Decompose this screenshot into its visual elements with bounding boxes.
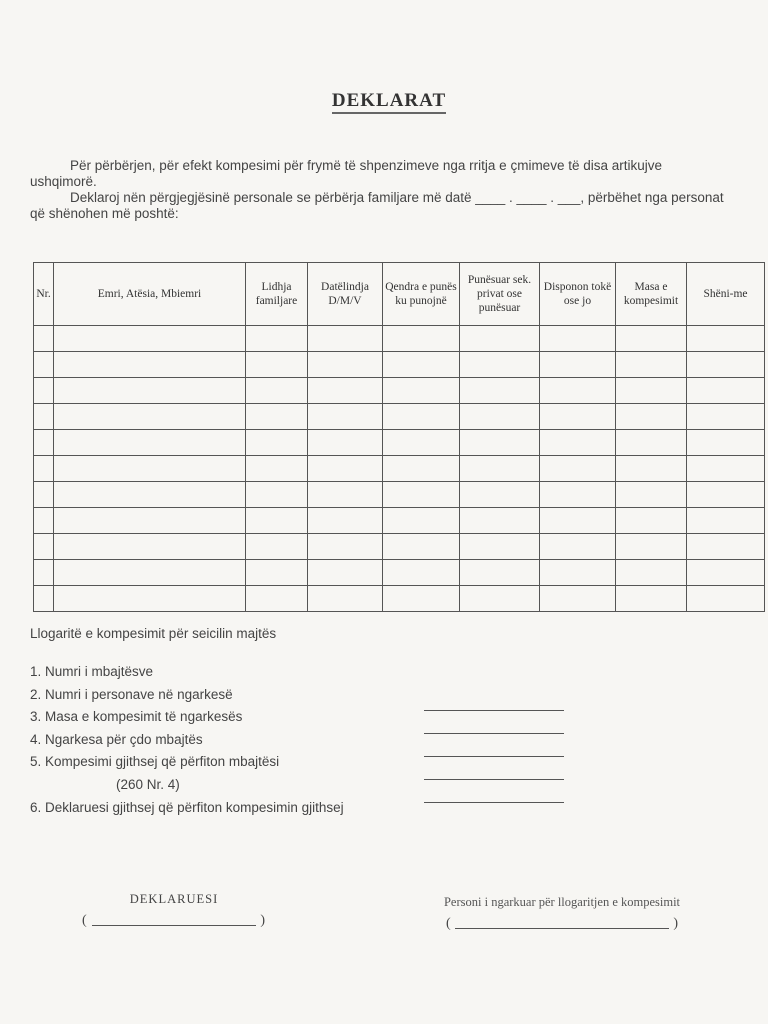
table-cell[interactable] — [687, 586, 765, 612]
header-name: Emri, Atësia, Mbiemri — [54, 263, 246, 326]
table-cell[interactable] — [34, 456, 54, 482]
table-cell[interactable] — [540, 352, 616, 378]
table-cell[interactable] — [460, 404, 540, 430]
header-relation: Lidhja familjare — [246, 263, 308, 326]
table-cell[interactable] — [54, 508, 246, 534]
table-cell[interactable] — [308, 352, 383, 378]
table-row — [34, 586, 765, 612]
table-cell[interactable] — [540, 482, 616, 508]
table-cell[interactable] — [308, 430, 383, 456]
table-cell[interactable] — [383, 378, 460, 404]
table-cell[interactable] — [460, 586, 540, 612]
header-birthdate: Datëlindja D/M/V — [308, 263, 383, 326]
accounts-heading: Llogaritë e kompesimit për seicilin majtës — [30, 626, 277, 641]
table-cell[interactable] — [383, 586, 460, 612]
compensation-accounts — [30, 626, 450, 819]
table-cell[interactable] — [54, 378, 246, 404]
table-cell[interactable] — [54, 326, 246, 352]
table-cell[interactable] — [540, 508, 616, 534]
table-cell[interactable] — [616, 586, 687, 612]
table-cell[interactable] — [616, 482, 687, 508]
table-cell[interactable] — [540, 404, 616, 430]
table-cell[interactable] — [460, 352, 540, 378]
table-cell[interactable] — [54, 560, 246, 586]
account-item-total-declarant: 6. Deklaruesi gjithsej që përfiton kompesimin gjithsej — [30, 799, 344, 815]
table-cell[interactable] — [687, 534, 765, 560]
table-cell[interactable] — [460, 378, 540, 404]
table-cell[interactable] — [246, 378, 308, 404]
table-row — [34, 534, 765, 560]
table-cell[interactable] — [54, 352, 246, 378]
declarant-label: DEKLARUESI — [129, 892, 219, 906]
table-cell[interactable] — [383, 508, 460, 534]
table-cell[interactable] — [383, 482, 460, 508]
declarant-signature: DEKLARUESI ( ) — [82, 892, 266, 928]
table-cell[interactable] — [687, 560, 765, 586]
table-cell[interactable] — [460, 482, 540, 508]
table-cell[interactable] — [460, 326, 540, 352]
header-nr: Nr. — [34, 263, 54, 326]
table-row — [34, 560, 765, 586]
account-item-holders: 1. Numri i mbajtësve — [30, 664, 154, 679]
table-cell[interactable] — [616, 352, 687, 378]
table-cell[interactable] — [540, 586, 616, 612]
header-compensation: Masa e kompesimit — [616, 263, 687, 326]
table-cell[interactable] — [540, 378, 616, 404]
table-cell[interactable] — [308, 404, 383, 430]
table-cell[interactable] — [383, 326, 460, 352]
table-cell[interactable] — [308, 456, 383, 482]
account-item-dependents: 2. Numri i personave në ngarkesë — [30, 686, 233, 702]
table-cell[interactable] — [308, 586, 383, 612]
table-cell[interactable] — [34, 586, 54, 612]
answer-line[interactable] — [424, 734, 564, 757]
table-cell[interactable] — [616, 430, 687, 456]
table-cell[interactable] — [687, 430, 765, 456]
answer-line[interactable] — [424, 688, 564, 711]
table-header-row — [34, 263, 765, 326]
table-cell[interactable] — [308, 326, 383, 352]
account-item-per-holder: 4. Ngarkesa për çdo mbajtës — [30, 731, 203, 747]
table-cell[interactable] — [54, 586, 246, 612]
table-cell[interactable] — [308, 534, 383, 560]
intro-paragraph-1: Për përbërjen, për efekt kompesimi për frymë të shpenzimeve nga rritja e çmimeve të disa artikujve ushqimorë. — [30, 158, 662, 189]
document-title: DEKLARAT — [0, 90, 768, 112]
table-row — [34, 508, 765, 534]
table-cell[interactable] — [246, 326, 308, 352]
answer-line[interactable] — [424, 711, 564, 734]
account-item-dependent-amount: 3. Masa e kompesimit të ngarkesës — [30, 709, 243, 725]
table-cell[interactable] — [34, 404, 54, 430]
table-row — [34, 378, 765, 404]
table-cell[interactable] — [246, 482, 308, 508]
table-cell[interactable] — [540, 430, 616, 456]
table-cell[interactable] — [383, 560, 460, 586]
table-cell[interactable] — [383, 430, 460, 456]
table-cell[interactable] — [34, 560, 54, 586]
table-cell[interactable] — [308, 378, 383, 404]
family-members-table — [33, 262, 764, 612]
table-cell[interactable] — [34, 352, 54, 378]
table-row — [34, 482, 765, 508]
table-cell[interactable] — [687, 482, 765, 508]
table-cell[interactable] — [383, 404, 460, 430]
table-cell[interactable] — [687, 508, 765, 534]
table-cell[interactable] — [687, 404, 765, 430]
table-cell[interactable] — [616, 326, 687, 352]
official-label: Personi i ngarkuar për llogaritjen e kompesimit — [443, 895, 681, 909]
table-body — [34, 326, 765, 612]
table-cell[interactable] — [540, 560, 616, 586]
table-cell[interactable] — [460, 508, 540, 534]
table-cell[interactable] — [460, 534, 540, 560]
answer-line[interactable] — [424, 780, 564, 803]
header-land: Disponon tokë ose jo — [540, 263, 616, 326]
table-cell[interactable] — [616, 508, 687, 534]
table-cell[interactable] — [246, 352, 308, 378]
table-cell[interactable] — [54, 482, 246, 508]
account-item-total-holder: 5. Kompesimi gjithsej që përfiton mbajtësi — [30, 754, 280, 770]
table-cell[interactable] — [308, 508, 383, 534]
intro-paragraph-2: Deklaroj nën përgjegjësinë personale se përbërja familjare më datë ____ . ____ . ___, përbëhet nga personat që shënohen më poshtë: — [30, 190, 724, 221]
official-signature-line[interactable] — [455, 914, 670, 929]
table-cell[interactable] — [616, 456, 687, 482]
table-cell[interactable] — [246, 586, 308, 612]
account-item-formula: (260 Nr. 4) — [116, 776, 180, 792]
table-cell[interactable] — [34, 378, 54, 404]
table-cell[interactable] — [246, 430, 308, 456]
table-cell[interactable] — [540, 534, 616, 560]
declarant-signature-line[interactable] — [92, 911, 257, 926]
table-cell[interactable] — [54, 456, 246, 482]
official-signature: Personi i ngarkuar për llogaritjen e kompesimit ( ) — [406, 895, 718, 932]
table-cell[interactable] — [540, 326, 616, 352]
table-cell[interactable] — [34, 430, 54, 456]
header-notes: Shëni-me — [687, 263, 765, 326]
table-cell[interactable] — [34, 326, 54, 352]
table-cell[interactable] — [308, 560, 383, 586]
table-cell[interactable] — [383, 456, 460, 482]
header-workplace: Qendra e punës ku punojnë — [383, 263, 460, 326]
table-cell[interactable] — [460, 456, 540, 482]
table-cell[interactable] — [687, 456, 765, 482]
table-cell[interactable] — [34, 482, 54, 508]
table-cell[interactable] — [246, 534, 308, 560]
table-cell[interactable] — [616, 378, 687, 404]
answer-lines — [424, 688, 564, 803]
answer-line[interactable] — [424, 757, 564, 780]
table-cell[interactable] — [246, 560, 308, 586]
table-row — [34, 430, 765, 456]
table-cell[interactable] — [616, 404, 687, 430]
table-row — [34, 352, 765, 378]
table-cell[interactable] — [54, 430, 246, 456]
table-cell[interactable] — [687, 326, 765, 352]
header-employment: Punësuar sek. privat ose punësuar — [460, 263, 540, 326]
table-cell[interactable] — [383, 352, 460, 378]
table-cell[interactable] — [246, 456, 308, 482]
table-cell[interactable] — [308, 482, 383, 508]
table-cell[interactable] — [616, 534, 687, 560]
table-row — [34, 456, 765, 482]
table-cell[interactable] — [34, 534, 54, 560]
table-cell[interactable] — [54, 534, 246, 560]
table-cell[interactable] — [687, 352, 765, 378]
intro-text — [30, 158, 730, 222]
table-cell[interactable] — [616, 560, 687, 586]
table-row — [34, 404, 765, 430]
table-row — [34, 326, 765, 352]
table-cell[interactable] — [383, 534, 460, 560]
table-cell[interactable] — [460, 560, 540, 586]
table-cell[interactable] — [34, 508, 54, 534]
table-cell[interactable] — [687, 378, 765, 404]
table-cell[interactable] — [246, 404, 308, 430]
table-cell[interactable] — [54, 404, 246, 430]
table-cell[interactable] — [460, 430, 540, 456]
table-cell[interactable] — [246, 508, 308, 534]
table-cell[interactable] — [540, 456, 616, 482]
